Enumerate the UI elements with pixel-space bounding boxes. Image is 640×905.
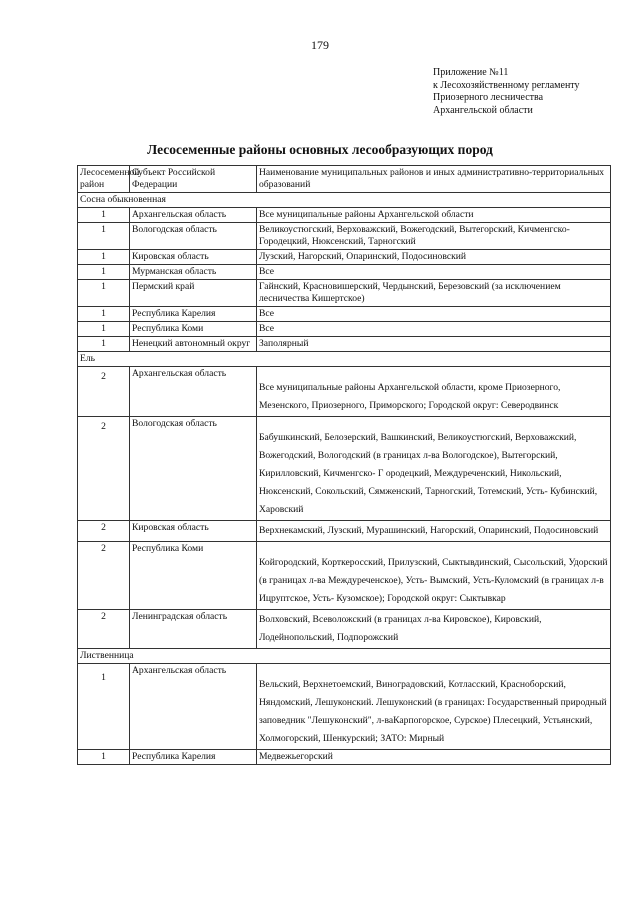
region-number: 2 (78, 417, 130, 521)
subject-name: Архангельская область (130, 664, 257, 750)
table-row (78, 265, 611, 280)
species-label: Сосна обыкновенная (78, 193, 611, 208)
region-number: 2 (78, 367, 130, 417)
areas-text: Заполярный (257, 337, 611, 352)
appendix-line-4: Архангельской области (433, 104, 533, 116)
document-title: Лесосеменные районы основных лесообразующих пород (147, 142, 493, 157)
region-number: 1 (78, 322, 130, 337)
areas-text: Верхнекамский, Лузский, Мурашинский, Нагорский, Опаринский, Подосиновский (257, 521, 611, 542)
areas-text: Великоустюгский, Верховажский, Вожегодский, Вытегорский, Кичменгско-Городецкий, Нюксенский, Тарногский (257, 223, 611, 250)
table-row (78, 208, 611, 223)
appendix-note (433, 67, 580, 117)
areas-text: Все (257, 322, 611, 337)
appendix-line-3: Приозерного лесничества (433, 92, 544, 103)
areas-text: Бабушкинский, Белозерский, Вашкинский, Великоустюгский, Верховажский, Вожегодский, Вологодский (в границах л-ва Вологодское), Вытегорский, Кирилловский, Кичменгско- Г ородецкий, Междуреченский, Никольский, Нюксенский, Сокольский, Сямженский, Тарногский, Тотемский, Усть- Кубинский, Харовский (257, 417, 611, 521)
table-row (78, 417, 611, 521)
region-number: 1 (78, 664, 130, 750)
areas-text: Волховский, Всеволожский (в границах л-ва Кировское), Кировский, Лодейнопольский, Подпорожский (257, 610, 611, 649)
region-number: 1 (78, 307, 130, 322)
subject-name: Республика Карелия (130, 750, 257, 765)
species-label: Ель (78, 352, 611, 367)
areas-text: Гайнский, Красновишерский, Чердынский, Березовский (за исключением лесничества Кишертское) (257, 280, 611, 307)
subject-name: Кировская область (130, 521, 257, 542)
region-number: 2 (78, 610, 130, 649)
table-header-row (78, 166, 611, 193)
table-row (78, 610, 611, 649)
region-number: 1 (78, 280, 130, 307)
appendix-line-1: Приложение №11 (433, 67, 509, 78)
header-areas: Наименование муниципальных районов и иных административно-территориальных образований (257, 166, 611, 193)
subject-name: Архангельская область (130, 208, 257, 223)
table-row (78, 250, 611, 265)
subject-name: Мурманская область (130, 265, 257, 280)
areas-text: Все (257, 265, 611, 280)
seed-regions-table (77, 165, 611, 765)
species-row-larch (78, 649, 611, 664)
table-row (78, 750, 611, 765)
subject-name: Республика Карелия (130, 307, 257, 322)
areas-text: Все муниципальные районы Архангельской области, кроме Приозерного, Мезенского, Приозерного, Приморского; Городской округ: Северодвинск (257, 367, 611, 417)
header-subject: Субъект Российской Федерации (130, 166, 257, 193)
species-row-spruce (78, 352, 611, 367)
species-label: Лиственница (78, 649, 611, 664)
table-row (78, 223, 611, 250)
table-row (78, 337, 611, 352)
subject-name: Кировская область (130, 250, 257, 265)
subject-name: Республика Коми (130, 542, 257, 610)
region-number: 1 (78, 250, 130, 265)
subject-name: Республика Коми (130, 322, 257, 337)
areas-text: Все муниципальные районы Архангельской области (257, 208, 611, 223)
subject-name: Ненецкий автономный округ (130, 337, 257, 352)
table-row (78, 367, 611, 417)
subject-name: Вологодская область (130, 417, 257, 521)
header-region: Лесосеменной район (78, 166, 130, 193)
subject-name: Вологодская область (130, 223, 257, 250)
page-number: 179 (311, 38, 329, 52)
subject-name: Пермский край (130, 280, 257, 307)
region-number: 1 (78, 337, 130, 352)
table-row (78, 542, 611, 610)
appendix-line-2: к Лесохозяйственному регламенту (433, 79, 580, 91)
region-number: 1 (78, 750, 130, 765)
areas-text: Все (257, 307, 611, 322)
areas-text: Вельский, Верхнетоемский, Виноградовский, Котласский, Красноборский, Няндомский, Лешуконский. Лешуконский (в границах: Государственный природный заповедник "Лешуконский", л-ваКарпогорское, Сурское) Плесецкий, Устьянский, Холмогорский, Шенкурский; ЗАТО: Мирный (257, 664, 611, 750)
region-number: 2 (78, 542, 130, 610)
region-number: 1 (78, 223, 130, 250)
table-row (78, 322, 611, 337)
table-row (78, 664, 611, 750)
table-row (78, 521, 611, 542)
region-number: 1 (78, 208, 130, 223)
areas-text: Лузский, Нагорский, Опаринский, Подосиновский (257, 250, 611, 265)
region-number: 2 (78, 521, 130, 542)
subject-name: Ленинградская область (130, 610, 257, 649)
table-row (78, 307, 611, 322)
areas-text: Койгородский, Корткеросский, Прилузский, Сыктывдинский, Сысольский, Удорский (в границах л-ва Междуреченское), Усть- Вымский, Усть-Куломский (в границах л-в Ицруптское, Усть- Кузомское); Городской округ: Сыктывкар (257, 542, 611, 610)
species-row-pine (78, 193, 611, 208)
region-number: 1 (78, 265, 130, 280)
areas-text: Медвежьегорский (257, 750, 611, 765)
subject-name: Архангельская область (130, 367, 257, 417)
table-row (78, 280, 611, 307)
